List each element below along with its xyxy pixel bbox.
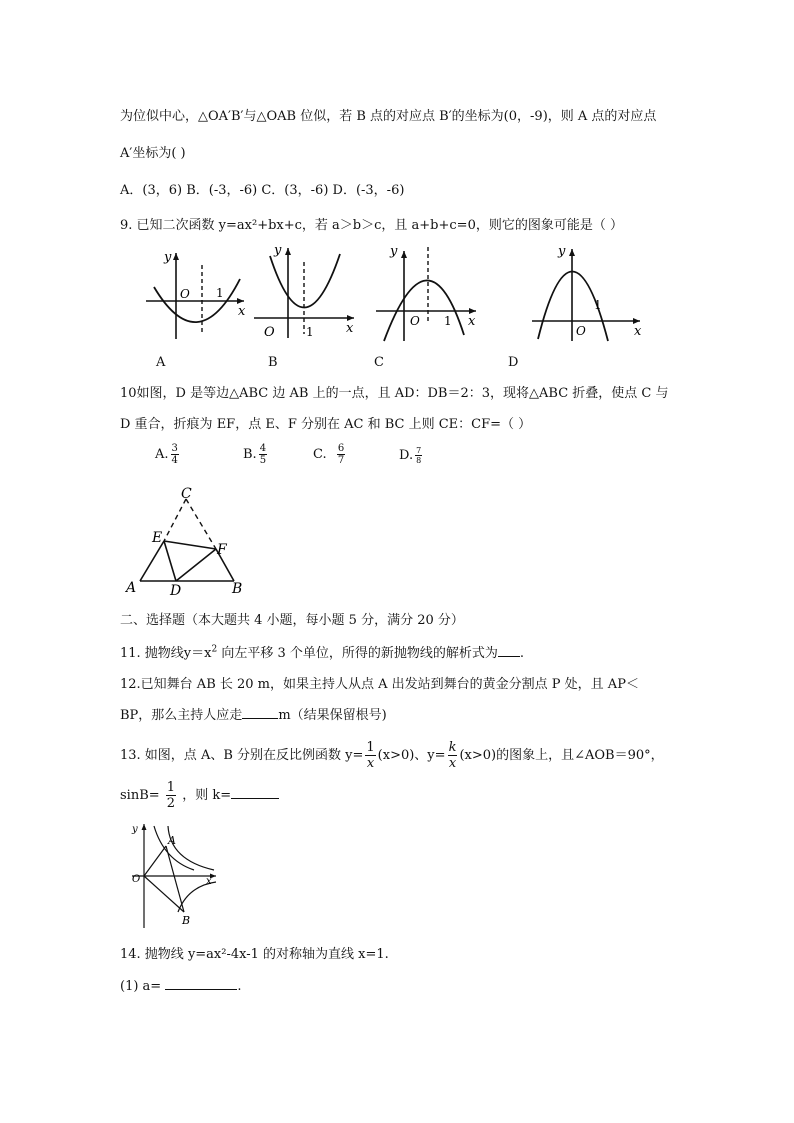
q10-option-d: D. $\frac{7}{8}$ — [399, 446, 422, 465]
q10-stem-line2: D 重合，折痕为 EF，点 E、F 分别在 AC 和 BC 上则 CE：CF=（ ） — [120, 417, 532, 432]
q10-label-e: E — [152, 530, 163, 546]
q10-label-b: B — [232, 581, 243, 596]
q9-d-y-label: y — [558, 244, 566, 259]
q9-stem: 9. 已知二次函数 y=ax²+bx+c，若 a＞b＞c，且 a+b+c=0，则它的图象可能是（ ） — [120, 218, 623, 233]
q13-label-y: y — [132, 824, 138, 835]
q13-label-o: O — [132, 874, 141, 885]
q9-d-x-label: x — [634, 324, 642, 339]
q9-a-y-label: y — [164, 250, 172, 265]
q8-stem-line2: A′坐标为( ) — [120, 146, 186, 161]
q9-c-y-label: y — [390, 244, 398, 259]
q9-option-label-a: A — [156, 355, 166, 370]
q13-figure — [128, 820, 220, 936]
q12-stem-line2: BP，那么主持人应走 m（结果保留根号) — [120, 708, 387, 723]
q9-a-x-label: x — [238, 304, 246, 319]
q9-graph-c — [372, 243, 482, 347]
q13-label-x: x — [206, 876, 212, 887]
q10-option-a: A. $\frac{3}{4}$ — [155, 443, 178, 466]
q12-answer-blank[interactable] — [242, 718, 278, 719]
q9-d-one: 1 — [594, 298, 602, 312]
q10-figure — [120, 484, 260, 600]
q10-stem-line1: 10如图，D 是等边△ABC 边 AB 上的一点，且 AD：DB＝2：3，现将△ABC 折叠，使点 C 与 — [120, 386, 669, 401]
q13-stem-line1: 13. 如图，点 A、B 分别在反比例函数 y= $\frac{1}{x}$ (x>0)、y= $\frac{k}{x}$ (x>0)的图象上，且∠AOB＝90°， — [120, 740, 664, 771]
q10-option-c: C. $\frac{6}{7}$ — [313, 443, 345, 466]
q9-a-origin: O — [180, 287, 190, 301]
section-heading: 二、选择题（本大题共 4 小题，每小题 5 分，满分 20 分） — [120, 613, 464, 628]
q13-answer-blank[interactable] — [231, 798, 279, 799]
q8-options: A．(3，6) B．(-3，-6) C．(3，-6) D．(-3，-6) — [120, 183, 405, 198]
q9-graph-b — [250, 242, 360, 346]
q9-b-y-label: y — [274, 243, 282, 258]
q9-graph-a — [140, 243, 250, 347]
q9-c-one: 1 — [444, 314, 452, 328]
q14-answer-blank[interactable] — [165, 989, 237, 990]
q14-stem: 14. 抛物线 y=ax²-4x-1 的对称轴为直线 x=1. — [120, 947, 389, 962]
q9-a-one: 1 — [216, 286, 224, 300]
q9-d-origin: O — [576, 324, 586, 338]
q8-stem-line1: 为位似中心，△OA′B′与△OAB 位似，若 B 点的对应点 B′的坐标为(0，-9)，则 A 点的对应点 — [120, 109, 657, 124]
q9-option-label-d: D — [508, 355, 519, 370]
q10-label-f: F — [217, 542, 227, 558]
q12-stem-line1: 12.已知舞台 AB 长 20 m，如果主持人从点 A 出发站到舞台的黄金分割点 P 处，且 AP＜ — [120, 677, 639, 692]
q9-option-label-c: C — [374, 355, 384, 370]
q14-sub1: (1) a= . — [120, 979, 242, 994]
q10-label-d: D — [170, 583, 182, 596]
q11-answer-blank[interactable] — [498, 656, 520, 657]
q13-label-b: B — [182, 914, 191, 927]
q9-graph-d — [528, 243, 648, 347]
q13-label-a: A — [168, 834, 176, 847]
q9-c-origin: O — [410, 314, 420, 328]
q10-label-a: A — [126, 580, 137, 596]
q9-b-origin: O — [264, 325, 275, 340]
q9-option-label-b: B — [268, 355, 278, 370]
q9-b-one: 1 — [306, 325, 314, 339]
q11-stem: 11. 抛物线$y=x^2$ 向左平移 3 个单位，所得的新抛物线的解析式为 . — [120, 644, 525, 661]
q10-label-c: C — [181, 486, 192, 502]
q13-stem-line2: sinB= $\frac{1}{2}$ ，则 k= — [120, 778, 279, 814]
q9-b-x-label: x — [346, 321, 354, 336]
q10-option-b: B. $\frac{4}{5}$ — [243, 443, 267, 466]
q9-c-x-label: x — [468, 314, 476, 329]
